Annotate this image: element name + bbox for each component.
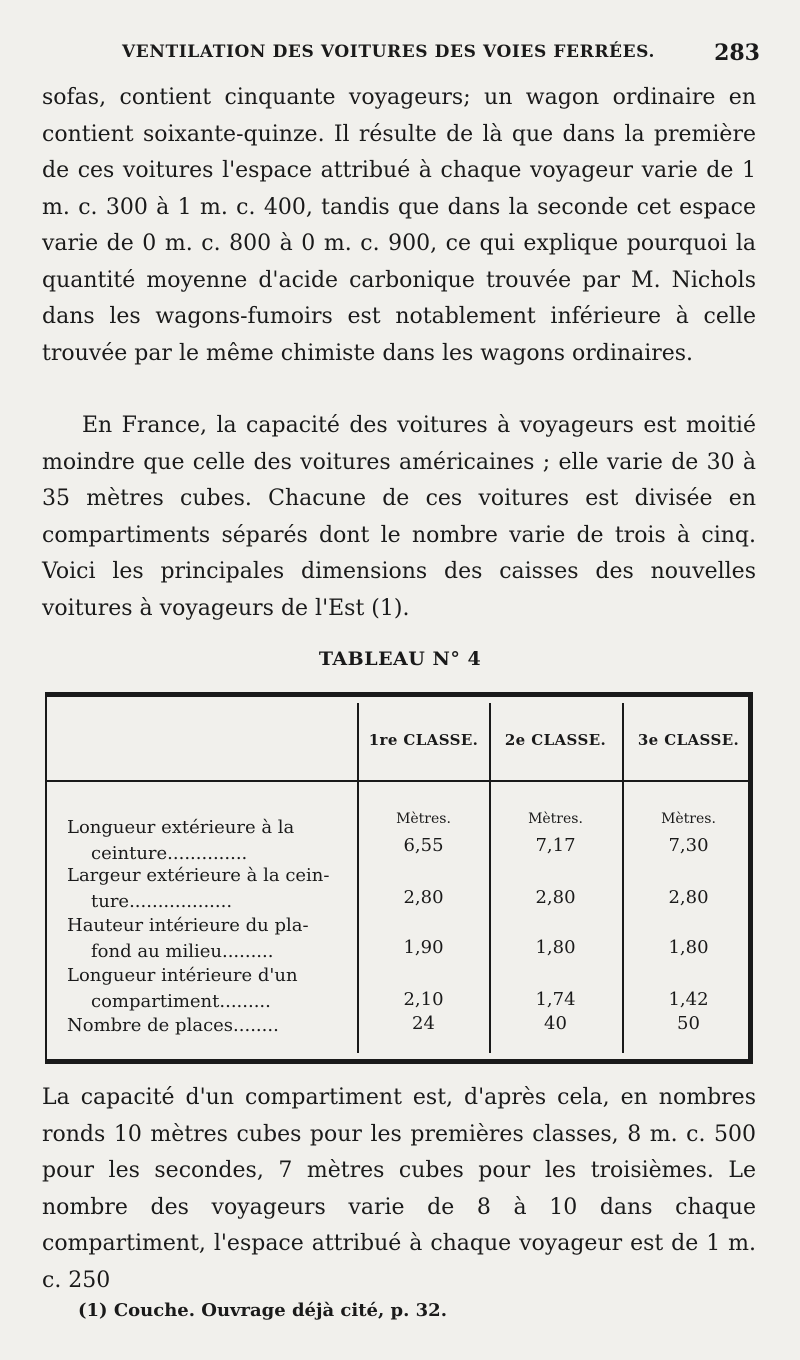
row-label-line: ture..................: [91, 891, 233, 912]
paragraph-3: La capacité d'un compartiment est, d'après cela, en nombres ronds 10 mètres cubes pour les premières classes, 8 m. c. 500 pour les secondes, 7 mètres cubes pour les troisièmes. Le nombre des voyageurs varie de 8 à 10 dans chaque compartiment, l'espace attribué à chaque voyageur est de 1 m. c. 250: [42, 1085, 756, 1293]
table-cell: 40: [544, 1013, 567, 1034]
row-label-line: Nombre de places........: [67, 1015, 279, 1036]
table-cell: 2,80: [535, 887, 576, 908]
table-cell: 6,55: [403, 835, 444, 856]
table-header-divider: [47, 780, 748, 782]
table-cell: 2,80: [668, 887, 709, 908]
table-cell: 1,80: [668, 937, 709, 958]
column-header-third-class: 3e CLASSE.: [637, 731, 740, 749]
row-label-line: Hauteur intérieure du pla-: [67, 915, 309, 936]
unit-label: Mètres.: [528, 811, 583, 827]
table-cell: 1,90: [403, 937, 444, 958]
table-cell: 2,80: [403, 887, 444, 908]
row-label: [67, 863, 339, 915]
column-header-first-class: 1re CLASSE.: [368, 731, 479, 749]
table-cell: 24: [412, 1013, 435, 1034]
page-header: [40, 40, 760, 80]
table-cell: 1,42: [668, 989, 709, 1010]
footnote: (1) Couche. Ouvrage déjà cité, p. 32.: [78, 1300, 447, 1321]
page-number: 283: [714, 40, 760, 66]
row-label-line: ceinture..............: [91, 843, 248, 864]
row-label-line: Longueur intérieure d'un: [67, 965, 298, 986]
table-cell: 1,74: [535, 989, 576, 1010]
table-cell: 7,30: [668, 835, 709, 856]
row-label-line: Largeur extérieure à la cein-: [67, 865, 330, 886]
column-header-second-class: 2e CLASSE.: [504, 731, 607, 749]
row-label-line: Longueur extérieure à la: [67, 817, 295, 838]
row-label: [67, 963, 339, 1015]
row-label: [67, 1013, 339, 1039]
paragraph-1: sofas, contient cinquante voyageurs; un wagon ordinaire en contient soixante-quinze. Il résulte de là que dans la première de ces voitures l'espace attribué à chaque voyageur varie de 1 m. c. 300 à 1 m. c. 400, tandis que dans la seconde cet espace varie de 0 m. c. 800 à 0 m. c. 900, ce qui explique pourquoi la quantité moyenne d'acide carbonique trouvée par M. Nichols dans les wagons-fumoirs est notablement inférieure à celle trouvée par le même chimiste dans les wagons ordinaires.: [42, 85, 756, 366]
dimensions-table: [45, 692, 753, 1064]
running-title: VENTILATION DES VOITURES DES VOIES FERRÉES.: [122, 42, 655, 62]
table-cell: 1,80: [535, 937, 576, 958]
table-cell: 50: [677, 1013, 700, 1034]
table-cell: 7,17: [535, 835, 576, 856]
row-label-line: compartiment.........: [91, 991, 271, 1012]
table-cell: 2,10: [403, 989, 444, 1010]
row-label-line: fond au milieu.........: [91, 941, 274, 962]
unit-label: Mètres.: [661, 811, 716, 827]
row-label: [67, 913, 339, 965]
unit-label: Mètres.: [396, 811, 451, 827]
table-caption: TABLEAU N° 4: [318, 648, 482, 670]
paragraph-2: En France, la capacité des voitures à voyageurs est moitié moindre que celle des voitures américaines ; elle varie de 30 à 35 mètres cubes. Chacune de ces voitures est divisée en compartiments séparés dont le nombre varie de trois à cinq. Voici les principales dimensions des caisses des nouvelles voitures à voyageurs de l'Est (1).: [42, 413, 756, 621]
row-label: [67, 815, 339, 867]
